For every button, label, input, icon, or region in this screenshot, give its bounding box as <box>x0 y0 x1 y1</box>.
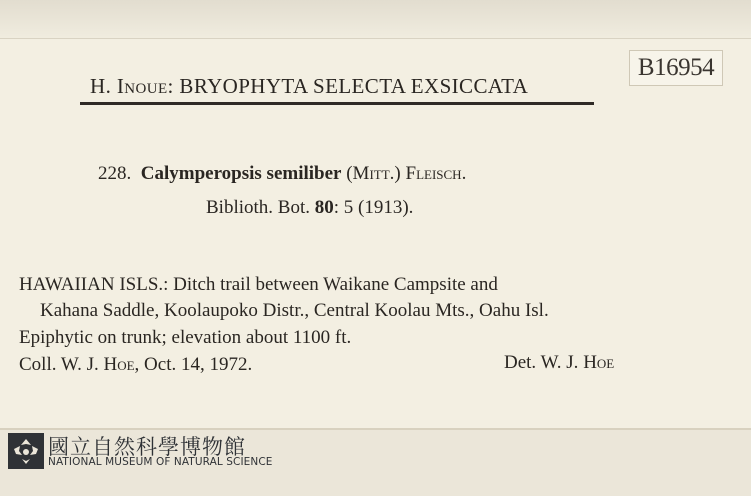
habitat-line: Epiphytic on trunk; elevation about 1100 ft. <box>19 327 352 348</box>
museum-logo-icon <box>8 433 44 469</box>
catalog-number: B16954 <box>629 50 723 86</box>
museum-name-english: NATIONAL MUSEUM OF NATURAL SCIENCE <box>48 456 273 468</box>
species-name: Calymperopsis semiliber <box>140 163 342 184</box>
series-title <box>90 74 590 99</box>
determiner-line <box>504 351 614 375</box>
publication-suffix: : 5 (1913). <box>333 197 414 218</box>
det-prefix: Det. W. J. <box>504 352 579 373</box>
collector-line <box>19 353 252 377</box>
series-underline <box>80 102 594 105</box>
label-top-edge <box>0 0 751 39</box>
locality-line-1: HAWAIIAN ISLS.: Ditch trail between Waikane Campsite and <box>19 274 498 295</box>
coll-prefix: Coll. W. J. <box>19 354 99 375</box>
series-name: BRYOPHYTA SELECTA EXSICCATA <box>179 74 529 98</box>
det-name: Hoe <box>583 352 615 373</box>
coll-date: , Oct. 14, 1972. <box>134 354 253 375</box>
coll-name: Hoe <box>103 354 135 375</box>
specimen-name-line <box>98 162 466 186</box>
publication-prefix: Biblioth. Bot. <box>206 197 310 218</box>
specimen-number: 228. <box>98 163 132 184</box>
authority-parenthetical: (Mitt.) <box>346 163 401 184</box>
authority: Fleisch. <box>405 163 467 184</box>
series-colon: : <box>167 74 180 98</box>
museum-logo <box>8 433 273 473</box>
series-collector: H. Inoue <box>90 74 168 98</box>
museum-name-chinese: 國立自然科學博物館 <box>48 435 246 459</box>
locality-line-2: Kahana Saddle, Koolaupoko Distr., Central Koolau Mts., Oahu Isl. <box>40 300 549 321</box>
publication-volume: 80 <box>314 197 334 218</box>
publication-line <box>206 196 413 220</box>
